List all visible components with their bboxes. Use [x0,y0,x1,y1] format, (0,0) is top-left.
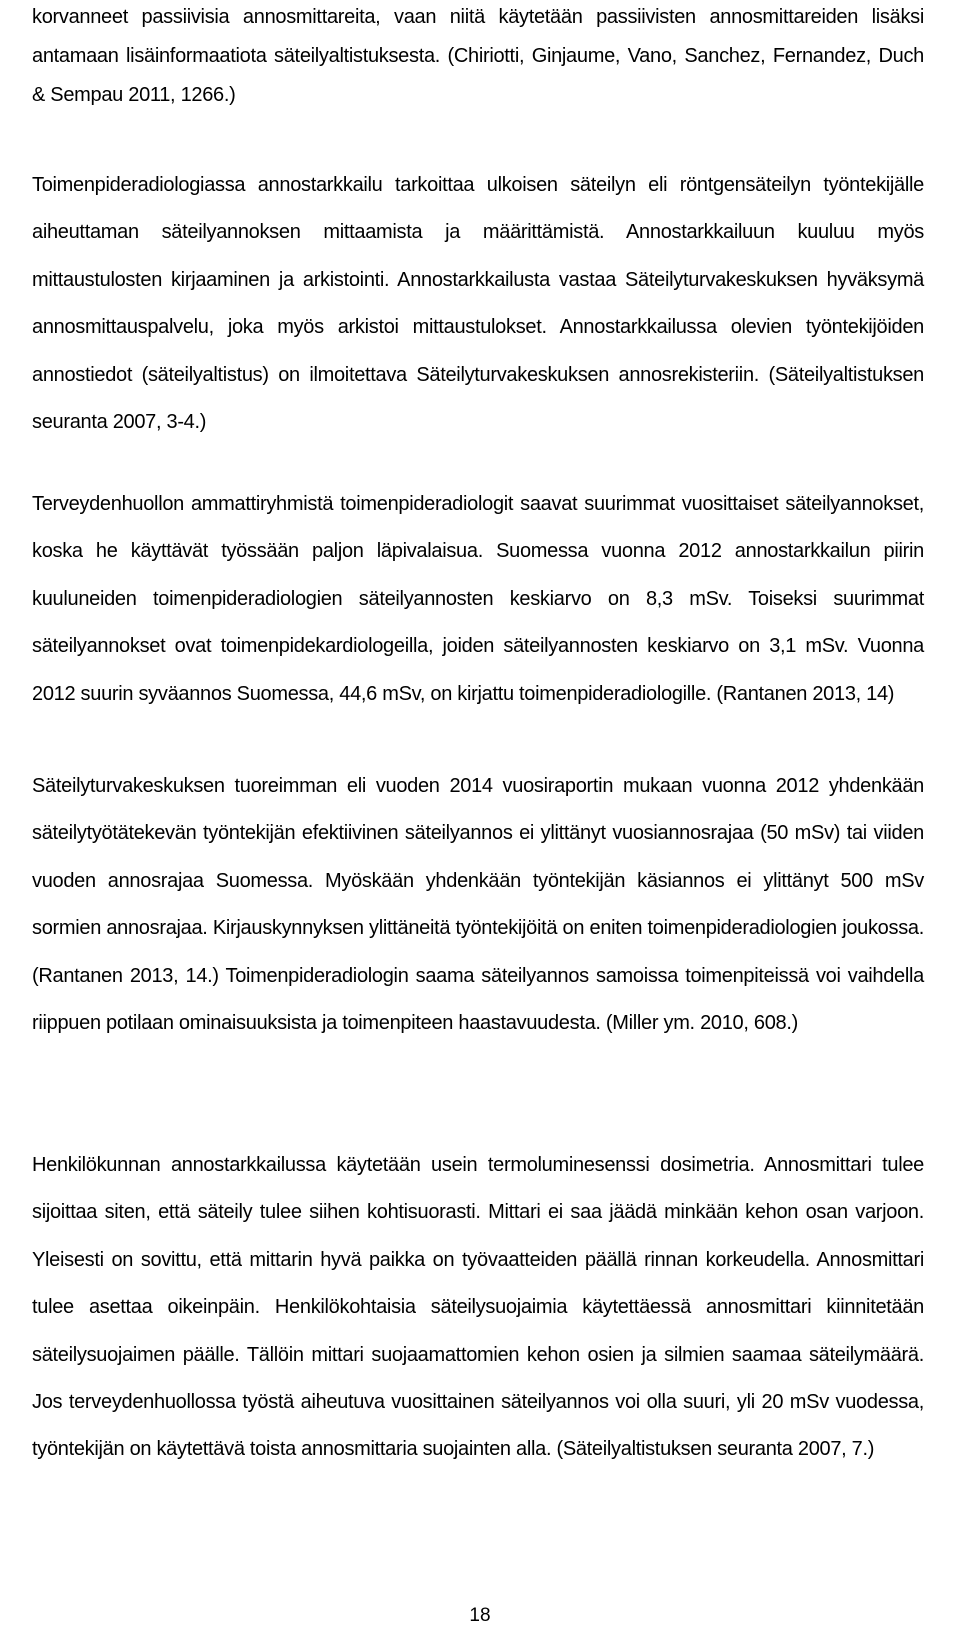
paragraph-annual-report-findings: Säteilyturvakeskuksen tuoreimman eli vuoden 2014 vuosiraportin mukaan vuonna 2012 yhdenkään säteilytyötätekevän työntekijän efektiivinen säteilyannos ei ylittänyt vuosiannosrajaa (50 mSv) tai viiden vuoden annosrajaa Suomessa. Myöskään yhdenkään työntekijän käsiannos ei ylittänyt 500 mSv sormien annosrajaa. Kirjauskynnyksen ylittäneitä työntekijöitä on eniten toimenpideradiologien joukossa. (Rantanen 2013, 14.) Toimenpideradiologin saama säteilyannos samoissa toimenpiteissä voi vaihdella riippuen potilaan ominaisuuksista ja toimenpiteen haastavuudesta. (Miller ym. 2010, 608.) [32,775,924,1035]
page-number: 18 [469,1605,491,1626]
paragraph-occupational-doses: Terveydenhuollon ammattiryhmistä toimenpideradiologit saavat suurimmat vuosittaiset säteilyannokset, koska he käyttävät työssään paljon läpivalaisua. Suomessa vuonna 2012 annostarkkailun piirin kuuluneiden toimenpideradiologien säteilyannosten keskiarvo on 8,3 mSv. Toiseksi suurimmat säteilyannokset ovat toimenpidekardiologeilla, joiden säteilyannosten keskiarvo on 3,1 mSv. Vuonna 2012 suurin syväannos Suomessa, 44,6 mSv, on kirjattu toimenpideradiologille. (Rantanen 2013, 14) [32,493,924,705]
paragraph-dose-monitoring-definition: Toimenpideradiologiassa annostarkkailu tarkoittaa ulkoisen säteilyn eli röntgensäteilyn työntekijälle aiheuttaman säteilyannoksen mittaamista ja määrittämistä. Annostarkkailuun kuuluu myös mittaustulosten kirjaaminen ja arkistointi. Annostarkkailusta vastaa Säteilyturvakeskuksen hyväksymä annosmittauspalvelu, joka myös arkistoi mittaustulokset. Annostarkkailussa olevien työntekijöiden annostiedot (säteilyaltistus) on ilmoitettava Säteilyturvakeskuksen annosrekisteriin. (Säteilyaltistuksen seuranta 2007, 3-4.) [32,174,924,434]
paragraph-tld-dosimetry: Henkilökunnan annostarkkailussa käytetään usein termoluminesenssi dosimetria. Annosmittari tulee sijoittaa siten, että säteily tulee siihen kohtisuorasti. Mittari ei saa jäädä minkään kehon osan varjoon. Yleisesti on sovittu, että mittarin hyvä paikka on työvaatteiden päällä rinnan korkeudella. Annosmittari tulee asettaa oikeinpäin. Henkilökohtaisia säteilysuojaimia käytettäessä annosmittari kiinnitetään säteilysuojaimen päälle. Tällöin mittari suojaamattomien kehon osien ja silmien saamaa säteilymäärä. Jos terveydenhuollossa työstä aiheutuva vuosittainen säteilyannos voi olla suuri, yli 20 mSv vuodessa, työntekijän on käytettävä toista annosmittaria suojainten alla. (Säteilyaltistuksen seuranta 2007, 7.) [32,1154,924,1461]
paragraph-dosimeter-intro: korvanneet passiivisia annosmittareita, vaan niitä käytetään passiivisten annosmittareiden lisäksi antamaan lisäinformaatiota säteilyaltistuksesta. (Chiriotti, Ginjaume, Vano, Sanchez, Fernandez, Duch & Sempau 2011, 1266.) [32,6,924,106]
